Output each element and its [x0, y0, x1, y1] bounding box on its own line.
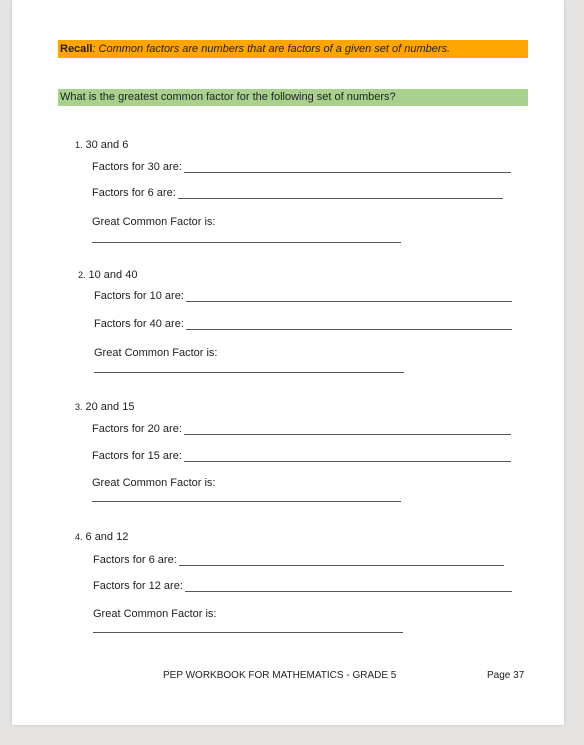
gcf-answer-line[interactable]: [92, 501, 401, 502]
answer-line[interactable]: [186, 291, 512, 302]
gcf-label: Great Common Factor is:: [93, 608, 217, 620]
factors-label: Factors for 6 are:: [93, 554, 177, 566]
answer-line[interactable]: [185, 581, 512, 592]
problem-title: [75, 531, 128, 543]
problem-title: [78, 269, 137, 281]
answer-line[interactable]: [184, 451, 511, 462]
problem-numbers: 10 and 40: [88, 269, 138, 281]
recall-banner: [58, 40, 528, 58]
factors-row-b: [94, 318, 512, 330]
factors-label: Factors for 6 are:: [92, 187, 176, 199]
recall-label: Recall: [60, 43, 93, 55]
gcf-label: Great Common Factor is:: [92, 216, 216, 228]
answer-line[interactable]: [179, 555, 504, 566]
gcf-row: [92, 477, 215, 489]
factors-row-b: [92, 187, 503, 199]
problem-number: 1.: [75, 140, 83, 150]
gcf-answer-line[interactable]: [92, 242, 401, 243]
recall-text: : Common factors are numbers that are factors of a given set of numbers.: [92, 43, 451, 55]
problem-numbers: 30 and 6: [85, 139, 129, 151]
gcf-label: Great Common Factor is:: [92, 477, 216, 489]
factors-label: Factors for 10 are:: [94, 290, 184, 302]
problem-title: [75, 139, 128, 151]
gcf-row: [93, 608, 216, 620]
gcf-answer-line[interactable]: [93, 632, 403, 633]
problem-number: 4.: [75, 532, 83, 542]
page-number: Page 37: [487, 670, 525, 681]
factors-row-a: [93, 554, 504, 566]
factors-row-b: [93, 580, 512, 592]
gcf-answer-line[interactable]: [94, 372, 404, 373]
footer-title: PEP WORKBOOK FOR MATHEMATICS - GRADE 5: [163, 670, 397, 681]
question-banner: What is the greatest common factor for the following set of numbers?: [58, 89, 528, 106]
answer-line[interactable]: [186, 319, 512, 330]
gcf-row: [92, 216, 215, 228]
factors-row-a: [92, 161, 511, 173]
factors-label: Factors for 12 are:: [93, 580, 183, 592]
factors-row-a: [92, 423, 511, 435]
gcf-row: [94, 347, 217, 359]
factors-label: Factors for 30 are:: [92, 161, 182, 173]
answer-line[interactable]: [184, 162, 511, 173]
problem-number: 2.: [78, 270, 86, 280]
factors-row-b: [92, 450, 511, 462]
factors-label: Factors for 15 are:: [92, 450, 182, 462]
worksheet-page: [12, 0, 564, 725]
factors-label: Factors for 20 are:: [92, 423, 182, 435]
factors-label: Factors for 40 are:: [94, 318, 184, 330]
problem-title: [75, 401, 134, 413]
problem-numbers: 6 and 12: [85, 531, 129, 543]
problem-number: 3.: [75, 402, 83, 412]
answer-line[interactable]: [184, 424, 511, 435]
gcf-label: Great Common Factor is:: [94, 347, 218, 359]
answer-line[interactable]: [178, 188, 503, 199]
factors-row-a: [94, 290, 512, 302]
problem-numbers: 20 and 15: [85, 401, 135, 413]
